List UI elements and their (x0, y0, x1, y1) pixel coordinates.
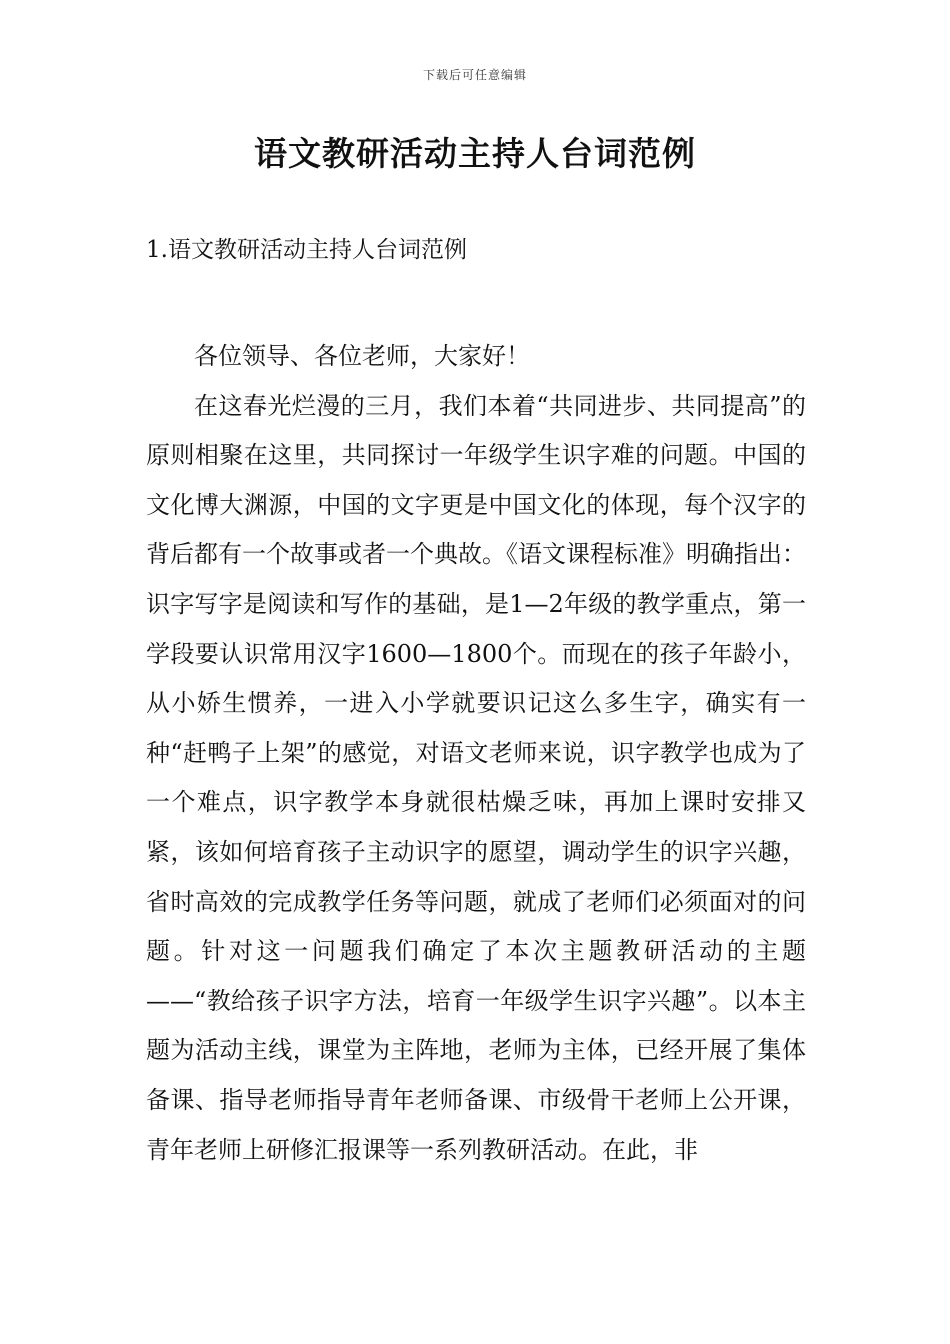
header-note: 下载后可任意编辑 (422, 68, 527, 82)
section-heading: 1.语文教研活动主持人台词范例 (146, 237, 467, 263)
body-text (146, 332, 806, 1175)
document-title: 语文教研活动主持人台词范例 (254, 134, 696, 173)
paragraph-main: 在这春光烂漫的三月，我们本着“共同进步、共同提高”的原则相聚在这里，共同探讨一年级学生识字难的问题。中国的文化博大渊源，中国的文字更是中国文化的体现，每个汉字的背后都有一个故事或者一个典故。《语文课程标准》明确指出：识字写字是阅读和写作的基础，是1—2年级的教学重点，第一学段要认识常用汉字1600—1800个。而现在的孩子年龄小，从小娇生惯养，一进入小学就要识记这么多生字，确实有一种“赶鸭子上架”的感觉，对语文老师来说，识字教学也成为了一个难点，识字教学本身就很枯燥乏味，再加上课时安排又紧，该如何培育孩子主动识字的愿望，调动学生的识字兴趣，省时高效的完成教学任务等问题，就成了老师们必须面对的问题。针对这一问题我们确定了本次主题教研活动的主题——“教给孩子识字方法，培育一年级学生识字兴趣”。以本主题为活动主线，课堂为主阵地，老师为主体，已经开展了集体备课、指导老师指导青年老师备课、市级骨干老师上公开课，青年老师上研修汇报课等一系列教研活动。在此，非 (146, 391, 806, 1164)
paragraph-greeting: 各位领导、各位老师，大家好！ (194, 342, 530, 370)
